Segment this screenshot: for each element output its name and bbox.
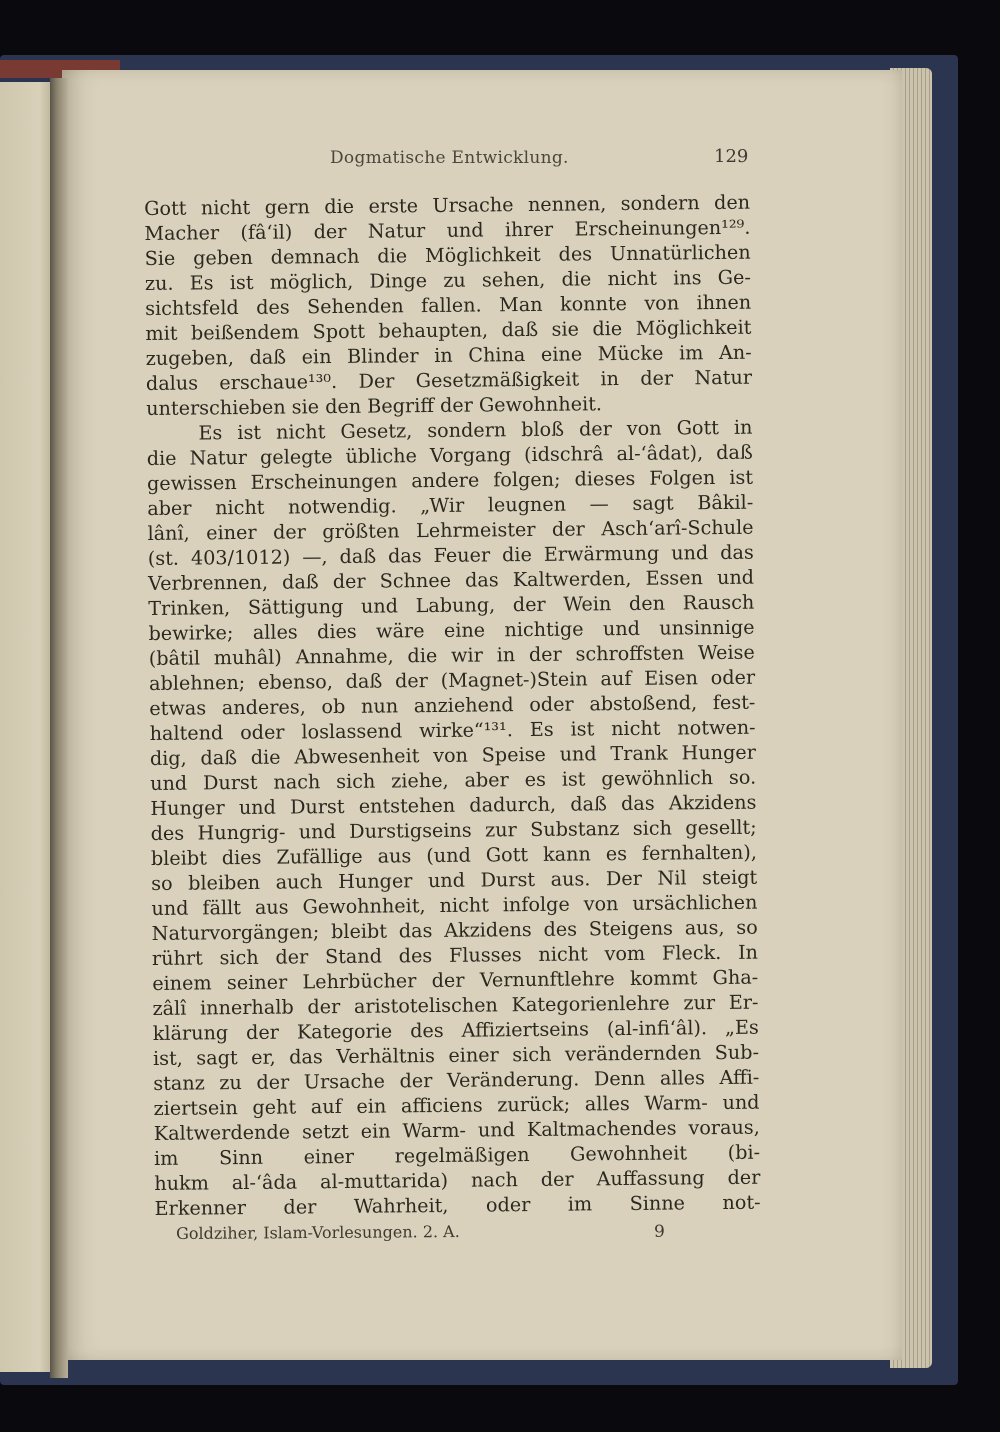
text-line: Trinken, Sättigung und Labung, der Wein den Rausch: [148, 590, 755, 620]
text-line: zâlî innerhalb der aristotelischen Kategorienlehre zur Er-: [152, 990, 759, 1020]
text-line: Erkenner der Wahrheit, oder im Sinne not-: [154, 1190, 761, 1220]
imprint-line: Goldziher, Islam-Vorlesungen. 2. A.: [176, 1222, 460, 1243]
text-line: des Hungrig- und Durstigseins zur Substanz sich gesellt;: [150, 815, 757, 845]
text-line: bewirke; alles dies wäre eine nichtige und unsinnige: [148, 615, 755, 645]
text-line: ist, sagt er, das Verhältnis einer sich verändernden Sub-: [152, 1040, 760, 1070]
text-line: Es ist nicht Gesetz, sondern bloß der von Gott in: [198, 415, 753, 445]
running-head: Dogmatische Entwicklung.: [330, 148, 569, 168]
text-line: (bâtil muhâl) Annahme, die wir in der schroffsten Weise: [148, 640, 755, 670]
text-line: Gott nicht gern die erste Ursache nennen, sondern den: [144, 190, 751, 220]
text-line: zu. Es ist möglich, Dinge zu sehen, die nicht ins Ge-: [144, 265, 752, 295]
text-line: im Sinn einer regelmäßigen Gewohnheit (bi-: [153, 1140, 761, 1170]
text-line: aber nicht notwendig. „Wir leugnen — sagt Bâkil-: [147, 490, 754, 520]
text-line: ziertsein geht auf ein afficiens zurück; alles Warm- und: [153, 1090, 760, 1120]
text-line: bleibt dies Zufällige aus (und Gott kann es fernhalten),: [150, 840, 758, 870]
text-line: (st. 403/1012) —, daß das Feuer die Erwärmung und das: [147, 540, 754, 570]
text-line: gewissen Erscheinungen andere folgen; dieses Folgen ist: [146, 465, 754, 495]
text-line: Sie geben demnach die Möglichkeit des Unnatürlichen: [144, 240, 751, 270]
text-line: etwas anderes, ob nun anziehend oder abstoßend, fest-: [149, 690, 756, 720]
left-page-edge: [0, 82, 56, 1372]
text-line: und fällt aus Gewohnheit, nicht infolge von ursächlichen: [151, 890, 758, 920]
signature-mark: 9: [654, 1222, 665, 1242]
text-line: sichtsfeld des Sehenden fallen. Man konnte von ihnen: [145, 290, 752, 320]
text-line: Kaltwerdende setzt ein Warm- und Kaltmachendes voraus,: [153, 1115, 760, 1145]
text-line: einem seiner Lehrbücher der Vernunftlehre kommt Gha-: [152, 965, 759, 995]
text-line: rührt sich der Stand des Flusses nicht vom Fleck. In: [151, 940, 759, 970]
text-line: Verbrennen, daß der Schnee das Kaltwerden, Essen und: [147, 565, 755, 595]
text-line: hukm al-‘âda al-muttarida) nach der Auffassung der: [154, 1165, 761, 1195]
text-line: stanz zu der Ursache der Veränderung. Denn alles Affi-: [153, 1065, 760, 1095]
text-line: unterschieben sie den Begriff der Gewohnheit.: [146, 392, 603, 420]
body-text: [144, 190, 761, 1221]
text-line: mit beißendem Spott behaupten, daß sie die Möglichkeit: [145, 315, 752, 345]
page-number: 129: [714, 146, 749, 167]
book-gutter: [50, 78, 68, 1378]
text-line: klärung der Kategorie des Affiziertseins (al-infi‘âl). „Es: [152, 1015, 759, 1045]
text-line: dig, daß die Abwesenheit von Speise und Trank Hunger: [149, 740, 756, 770]
text-line: Naturvorgängen; bleibt das Akzidens des Steigens aus, so: [151, 915, 758, 945]
text-line: so bleiben auch Hunger und Durst aus. Der Nil steigt: [151, 865, 758, 895]
text-line: Hunger und Durst entstehen dadurch, daß das Akzidens: [150, 790, 757, 820]
text-line: dalus erschaue¹³⁰. Der Gesetzmäßigkeit in der Natur: [145, 365, 753, 395]
text-line: haltend oder loslassend wirke“¹³¹. Es ist nicht notwen-: [149, 715, 756, 745]
text-line: und Durst nach sich ziehe, aber es ist gewöhnlich so.: [150, 765, 757, 795]
text-line: die Natur gelegte übliche Vorgang (idschrâ al-‘âdat), daß: [146, 440, 753, 470]
text-line: ablehnen; ebenso, daß der (Magnet-)Stein auf Eisen oder: [148, 665, 756, 695]
text-line: zugeben, daß ein Blinder in China eine Mücke im An-: [145, 340, 752, 370]
text-line: lânî, einer der größten Lehrmeister der Asch‘arî-Schule: [147, 515, 754, 545]
text-line: Macher (fâ‘il) der Natur und ihrer Erscheinungen¹²⁹.: [144, 215, 751, 245]
